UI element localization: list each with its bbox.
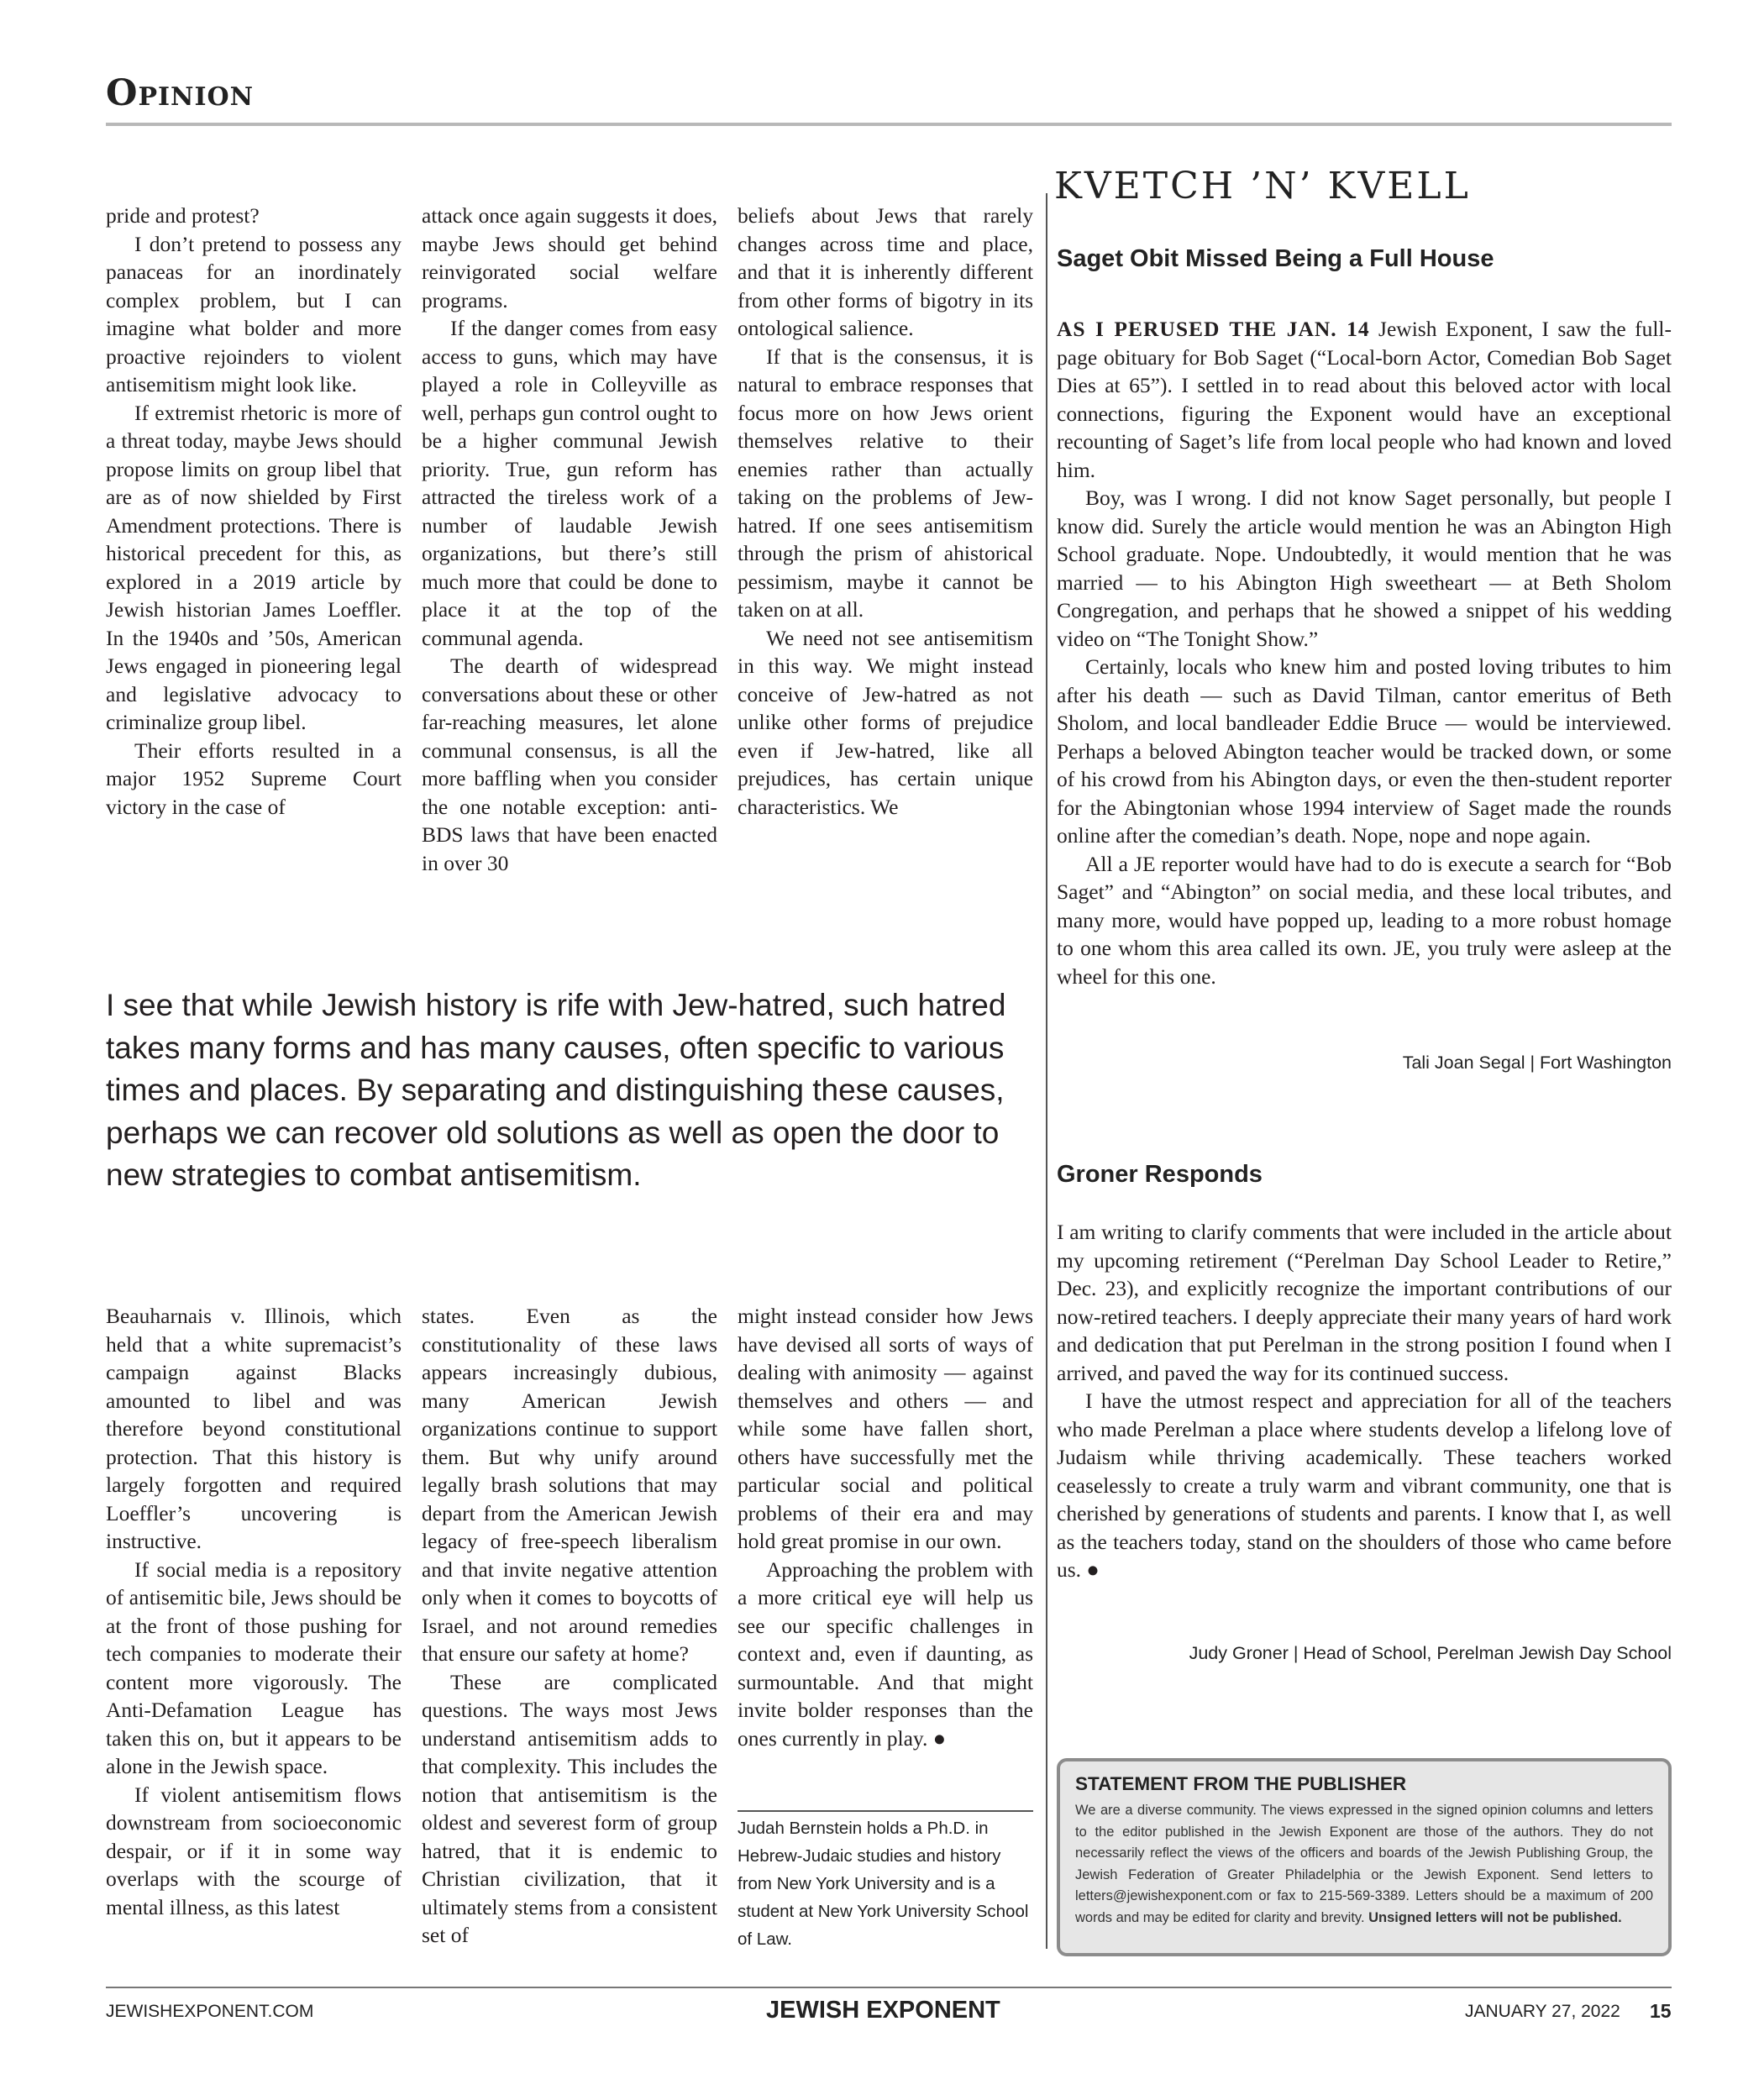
paragraph: attack once again suggests it does, maybe Jews should get behind reinvigorated social welfare programs. — [422, 203, 717, 312]
kvetch-section-title: KVETCH ’N’ KVELL — [1054, 165, 1471, 207]
footer-date: JANUARY 27, 2022 — [1465, 2002, 1620, 2021]
publisher-statement-box — [1057, 1758, 1672, 1956]
paragraph: Their efforts resulted in a major 1952 Supreme Court victory in the case of — [106, 738, 402, 819]
paragraph: I don’t pretend to possess any panaceas for an inordinately complex problem, but I can imagine what bolder and more proactive rejoinders to violent antisemitism might look like. — [106, 231, 402, 396]
column-divider — [1046, 193, 1047, 1949]
paragraph: The dearth of widespread conversations about these or other far-reaching measures, let alone communal consensus, is all the more baffling when you consider the one notable exception: anti-BDS laws that have been enacted in over 30 — [422, 654, 717, 875]
publisher-statement-title: STATEMENT FROM THE PUBLISHER — [1075, 1773, 1407, 1794]
article-column-1-top — [106, 202, 402, 882]
article-column-3-bottom — [738, 1302, 1033, 1789]
paragraph: If violent antisemitism flows downstream from socioeconomic despair, or if it in some way overlaps with the scourge of mental illness, as this latest — [106, 1782, 402, 1919]
paragraph: If social media is a repository of antisemitic bile, Jews should be at the front of those pushing for tech companies to moderate their content more vigorously. The Anti-Defamation League has taken this on, but it appears to be alone in the Jewish space. — [106, 1557, 402, 1778]
article-column-2-top — [422, 202, 717, 882]
article-column-2-bottom — [422, 1302, 717, 1957]
letter-body — [1057, 1218, 1672, 1584]
letter-headline: Groner Responds — [1057, 1161, 1263, 1188]
bio-rule — [738, 1810, 1033, 1812]
header-rule — [106, 123, 1672, 126]
paragraph: If extremist rhetoric is more of a threat today, maybe Jews should propose limits on group libel that are as of now shielded by First Amendment protections. There is historical precedent for this, as explored in a 2019 article by Jewish historian James Loeffler. In the 1940s and ’50s, American Jews engaged in pioneering legal and legislative advocacy to criminalize group libel. — [106, 400, 402, 734]
paragraph: Certainly, locals who knew him and posted loving tributes to him after his death — such as David Tilman, cantor emeritus of Beth Sholom, and local bandleader Eddie Bruce — would be interviewed. Perhaps a beloved Abington teacher would be tracked down, or some of his crowd from his Abington days, or even the then-student reporter for the Abingtonian whose 1994 interview of Saget made the rounds online after the comedian’s death. Nope, nope and nope again. — [1057, 654, 1672, 848]
paragraph: AS I PERUSED THE JAN. 14 Jewish Exponent, I saw the full-page obituary for Bob Saget (“Local-born Actor, Comedian Bob Saget Dies at 65”). I settled in to read about this beloved actor with local connections, figuring the Exponent would have an exceptional recounting of Saget’s life from local people who had known and loved him. — [1057, 317, 1672, 482]
letter-signature: Tali Joan Segal | Fort Washington — [1402, 1053, 1672, 1073]
paragraph: I have the utmost respect and appreciation for all of the teachers who made Perelman a place where students develop a lifelong love of Judaism while thriving academically. These teachers worked ceaselessly to create a truly warm and vibrant community, one that is cherished by generations of students and parents. I know that I, as well as the teachers today, stand on the shoulders of those who came before us. ● — [1057, 1389, 1672, 1582]
letter-signature: Judy Groner | Head of School, Perelman Jewish Day School — [1189, 1643, 1672, 1663]
paragraph: beliefs about Jews that rarely changes across time and place, and that it is inherently different from other forms of bigotry in its ontological salience. — [738, 203, 1033, 340]
letter-body — [1057, 315, 1672, 990]
author-bio: Judah Bernstein holds a Ph.D. in Hebrew-Judaic studies and history from New York University and is a student at New York University School of Law. — [738, 1819, 1029, 1949]
article-column-1-bottom — [106, 1302, 402, 1957]
paragraph: I am writing to clarify comments that were included in the article about my upcoming retirement (“Perelman Day School Leader to Retire,” Dec. 23), and explicitly recognize the important contributions of our now-retired teachers. I deeply appreciate their many years of hard work and dedication that put Perelman in the strong position I found when I arrived, and paved the way for its continued success. — [1057, 1220, 1672, 1385]
page-number: 15 — [1650, 2000, 1672, 2022]
letter-headline: Saget Obit Missed Being a Full House — [1057, 245, 1494, 272]
paragraph: states. Even as the constitutionality of these laws appears increasingly dubious, many American Jewish organizations continue to support them. But why unify around legally brash solutions that may depart from the American Jewish legacy of free-speech liberalism and that invite negative attention only when it comes to boycotts of Israel, and not around remedies that ensure our safety at home? — [422, 1304, 717, 1666]
paragraph: We need not see antisemitism in this way. We might instead conceive of Jew-hatred as not unlike other forms of prejudice even if Jew-hatred, like all prejudices, has certain unique characteristics. We — [738, 625, 1033, 819]
footer-rule — [106, 1987, 1672, 1988]
footer-publication: JEWISH EXPONENT — [766, 1997, 1000, 2024]
letters-email: letters@jewishexponent.com — [1075, 1888, 1253, 1903]
paragraph: pride and protest? — [106, 203, 260, 228]
lead-in: AS I PERUSED THE JAN. 14 — [1057, 317, 1370, 341]
paragraph: All a JE reporter would have had to do is execute a search for “Bob Saget” and “Abington” on social media, and these local tributes, and many more, would have popped up, leading to a more robust homage to one whom this area called its own. JE, you truly were asleep at the wheel for this one. — [1057, 851, 1672, 989]
paragraph: These are complicated questions. The ways most Jews understand antisemitism adds to that complexity. This includes the notion that antisemitism is the oldest and severest form of group hatred, that it is endemic to Christian civilization, that it ultimately stems from a consistent set of — [422, 1669, 717, 1947]
paragraph: might instead consider how Jews have devised all sorts of ways of dealing with animosity — against themselves and others — and while some have fallen short, others have successfully met the particular social and political problems of their era and may hold great promise in our own. — [738, 1304, 1033, 1553]
paragraph: If that is the consensus, it is natural to embrace responses that focus more on how Jews orient themselves relative to their enemies rather than actually taking on the problems of Jew-hatred. If one sees antisemitism through the prism of ahistorical pessimism, maybe it cannot be taken on at all. — [738, 344, 1033, 622]
publisher-statement-text: We are a diverse community. The views expressed in the signed opinion columns and letters to the editor published in the Jewish Exponent are those of the authors. They do not necessarily reflect the views of the officers and boards of the Jewish Publishing Group, the Jewish Federation of Greater Philadelphia or the Jewish Exponent. Send letters to letters@jewishexponent.com or fax to 215-569-3389. Letters should be a maximum of 200 words and may be edited for clarity and brevity. Unsigned letters will not be published. — [1075, 1803, 1654, 1925]
pull-quote: I see that while Jewish history is rife with Jew-hatred, such hatred takes many forms and has many causes, often specific to various times and places. By separating and distinguishing these causes, perhaps we can recover old solutions as well as open the door to new strategies to combat antisemitism. — [106, 988, 1006, 1192]
paragraph: If the danger comes from easy access to guns, which may have played a role in Colleyville as well, perhaps gun control ought to be a higher communal Jewish priority. True, gun reform has attracted the tireless work of a number of laudable Jewish organizations, but there’s still much more that could be done to place it at the top of the communal agenda. — [422, 316, 717, 650]
footer-website: JEWISHEXPONENT.COM — [106, 2002, 314, 2021]
fax-number: 215-569-3389 — [1319, 1888, 1406, 1903]
article-column-3-top — [738, 202, 1033, 882]
section-title: Opinion — [106, 72, 255, 114]
paragraph: Approaching the problem with a more critical eye will help us see our specific challenges in context and, even if daunting, as surmountable. And that might invite bolder responses than the ones currently in play. ● — [738, 1557, 1033, 1751]
paragraph: Boy, was I wrong. I did not know Saget personally, but people I know did. Surely the article would mention he was an Abington High School graduate. Nope. Undoubtedly, it would mention that he was married — to his Abington High sweetheart — at Beth Sholom Congregation, and perhaps that he showed a snippet of his wedding video on “The Tonight Show.” — [1057, 486, 1672, 651]
paragraph: Beauharnais v. Illinois, which held that a white supremacist’s campaign against Blacks amounted to libel and was therefore beyond constitutional protection. That this history is largely forgotten and required Loeffler’s uncovering is instructive. — [106, 1304, 402, 1553]
